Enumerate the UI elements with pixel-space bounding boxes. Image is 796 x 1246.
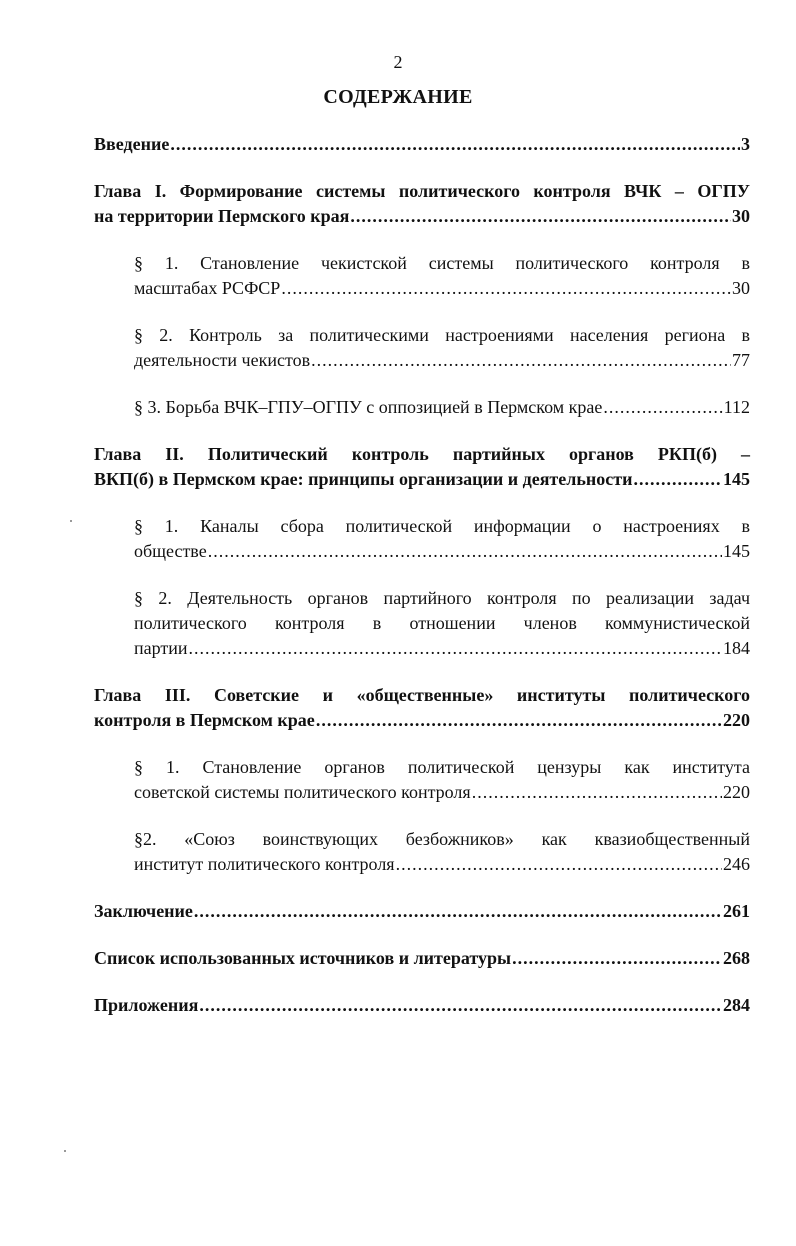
toc-entry-text: § 1. Каналы сбора политической информации о настроениях в	[134, 516, 750, 536]
toc-entry-sources	[94, 946, 750, 971]
toc-entry-appendix	[94, 993, 750, 1018]
toc-entry-text: Заключение	[94, 901, 193, 921]
toc-entry-chapter-2	[94, 442, 750, 492]
toc-entry-text: § 2. Контроль за политическими настроениями населения региона в	[134, 325, 750, 345]
toc-page-number: 284	[723, 995, 750, 1015]
toc-entry-text: институт политического контроля	[134, 854, 395, 874]
toc-page-number: 268	[723, 948, 750, 968]
toc-entry-text: Глава III. Советские и «общественные» институты политического	[94, 685, 750, 705]
toc-entry-text: советской системы политического контроля	[134, 782, 471, 802]
toc-entry-chapter-1-section-1	[134, 251, 750, 301]
toc-entry-chapter-1-section-3	[134, 395, 750, 420]
dot-leader	[316, 708, 722, 733]
toc-page-number: 3	[741, 134, 750, 154]
dot-leader	[189, 636, 722, 661]
dot-leader	[512, 946, 722, 971]
page-title: СОДЕРЖАНИЕ	[323, 86, 473, 108]
toc-entry-text: Список использованных источников и литературы	[94, 948, 512, 968]
dot-leader	[472, 780, 722, 805]
toc-entry-text: § 1. Становление органов политической цензуры как института	[134, 757, 750, 777]
toc-entry-chapter-1-section-2	[134, 323, 750, 373]
scan-speck	[64, 1150, 66, 1152]
toc-entry-chapter-3-section-1	[134, 755, 750, 805]
toc-entry-chapter-2-section-2	[134, 586, 750, 661]
toc-entry-text: Введение	[94, 134, 170, 154]
toc-entry-text: Глава I. Формирование системы политического контроля ВЧК – ОГПУ	[94, 181, 750, 201]
toc-entry-text: деятельности чекистов	[134, 350, 311, 370]
dot-leader	[281, 276, 731, 301]
toc-entry-text: § 1. Становление чекистской системы политического контроля в	[134, 253, 750, 273]
toc-entry-text: ВКП(б) в Пермском крае: принципы организации и деятельности	[94, 469, 633, 489]
toc-entry-text: § 3. Борьба ВЧК–ГПУ–ОГПУ с оппозицией в Пермском крае	[134, 397, 603, 417]
dot-leader	[170, 132, 740, 157]
toc-entry-intro	[94, 132, 750, 157]
toc-page-number: 220	[723, 710, 750, 730]
toc-page-number: 246	[723, 854, 750, 874]
dot-leader	[396, 852, 722, 877]
toc-entry-text: партии	[134, 638, 188, 658]
toc-entry-conclusion	[94, 899, 750, 924]
toc-page-number: 145	[723, 541, 750, 561]
toc-entry-text: Приложения	[94, 995, 199, 1015]
toc-page-number: 261	[723, 901, 750, 921]
toc-entry-text: контроля в Пермском крае	[94, 710, 315, 730]
toc-entry-text: масштабах РСФСР	[134, 278, 281, 298]
toc-entry-chapter-3-section-2	[134, 827, 750, 877]
toc-page-number: 112	[723, 397, 750, 417]
toc-entry-text: на территории Пермского края	[94, 206, 350, 226]
toc-page-number: 30	[732, 206, 750, 226]
toc-entry-chapter-1	[94, 179, 750, 229]
dot-leader	[350, 204, 731, 229]
toc-page-number: 77	[732, 350, 750, 370]
toc-page-number: 30	[732, 278, 750, 298]
toc-entry-text: политического контроля в отношении членов коммунистической	[134, 613, 750, 633]
toc-entry-chapter-3	[94, 683, 750, 733]
dot-leader	[311, 348, 731, 373]
toc-entry-text: §2. «Союз воинствующих безбожников» как квазиобщественный	[134, 829, 750, 849]
scan-speck	[70, 520, 72, 522]
toc-page-number: 184	[723, 638, 750, 658]
dot-leader	[633, 467, 722, 492]
dot-leader	[194, 899, 722, 924]
page-number: 2	[393, 52, 403, 72]
toc-entry-text: обществе	[134, 541, 207, 561]
toc-entry-chapter-2-section-1	[134, 514, 750, 564]
toc-entry-text: § 2. Деятельность органов партийного контроля по реализации задач	[134, 588, 750, 608]
dot-leader	[199, 993, 722, 1018]
table-of-contents	[94, 132, 750, 1018]
dot-leader	[208, 539, 722, 564]
toc-entry-text: Глава II. Политический контроль партийных органов РКП(б) –	[94, 444, 750, 464]
toc-page-number: 220	[723, 782, 750, 802]
dot-leader	[603, 395, 722, 420]
toc-page-number: 145	[723, 469, 750, 489]
